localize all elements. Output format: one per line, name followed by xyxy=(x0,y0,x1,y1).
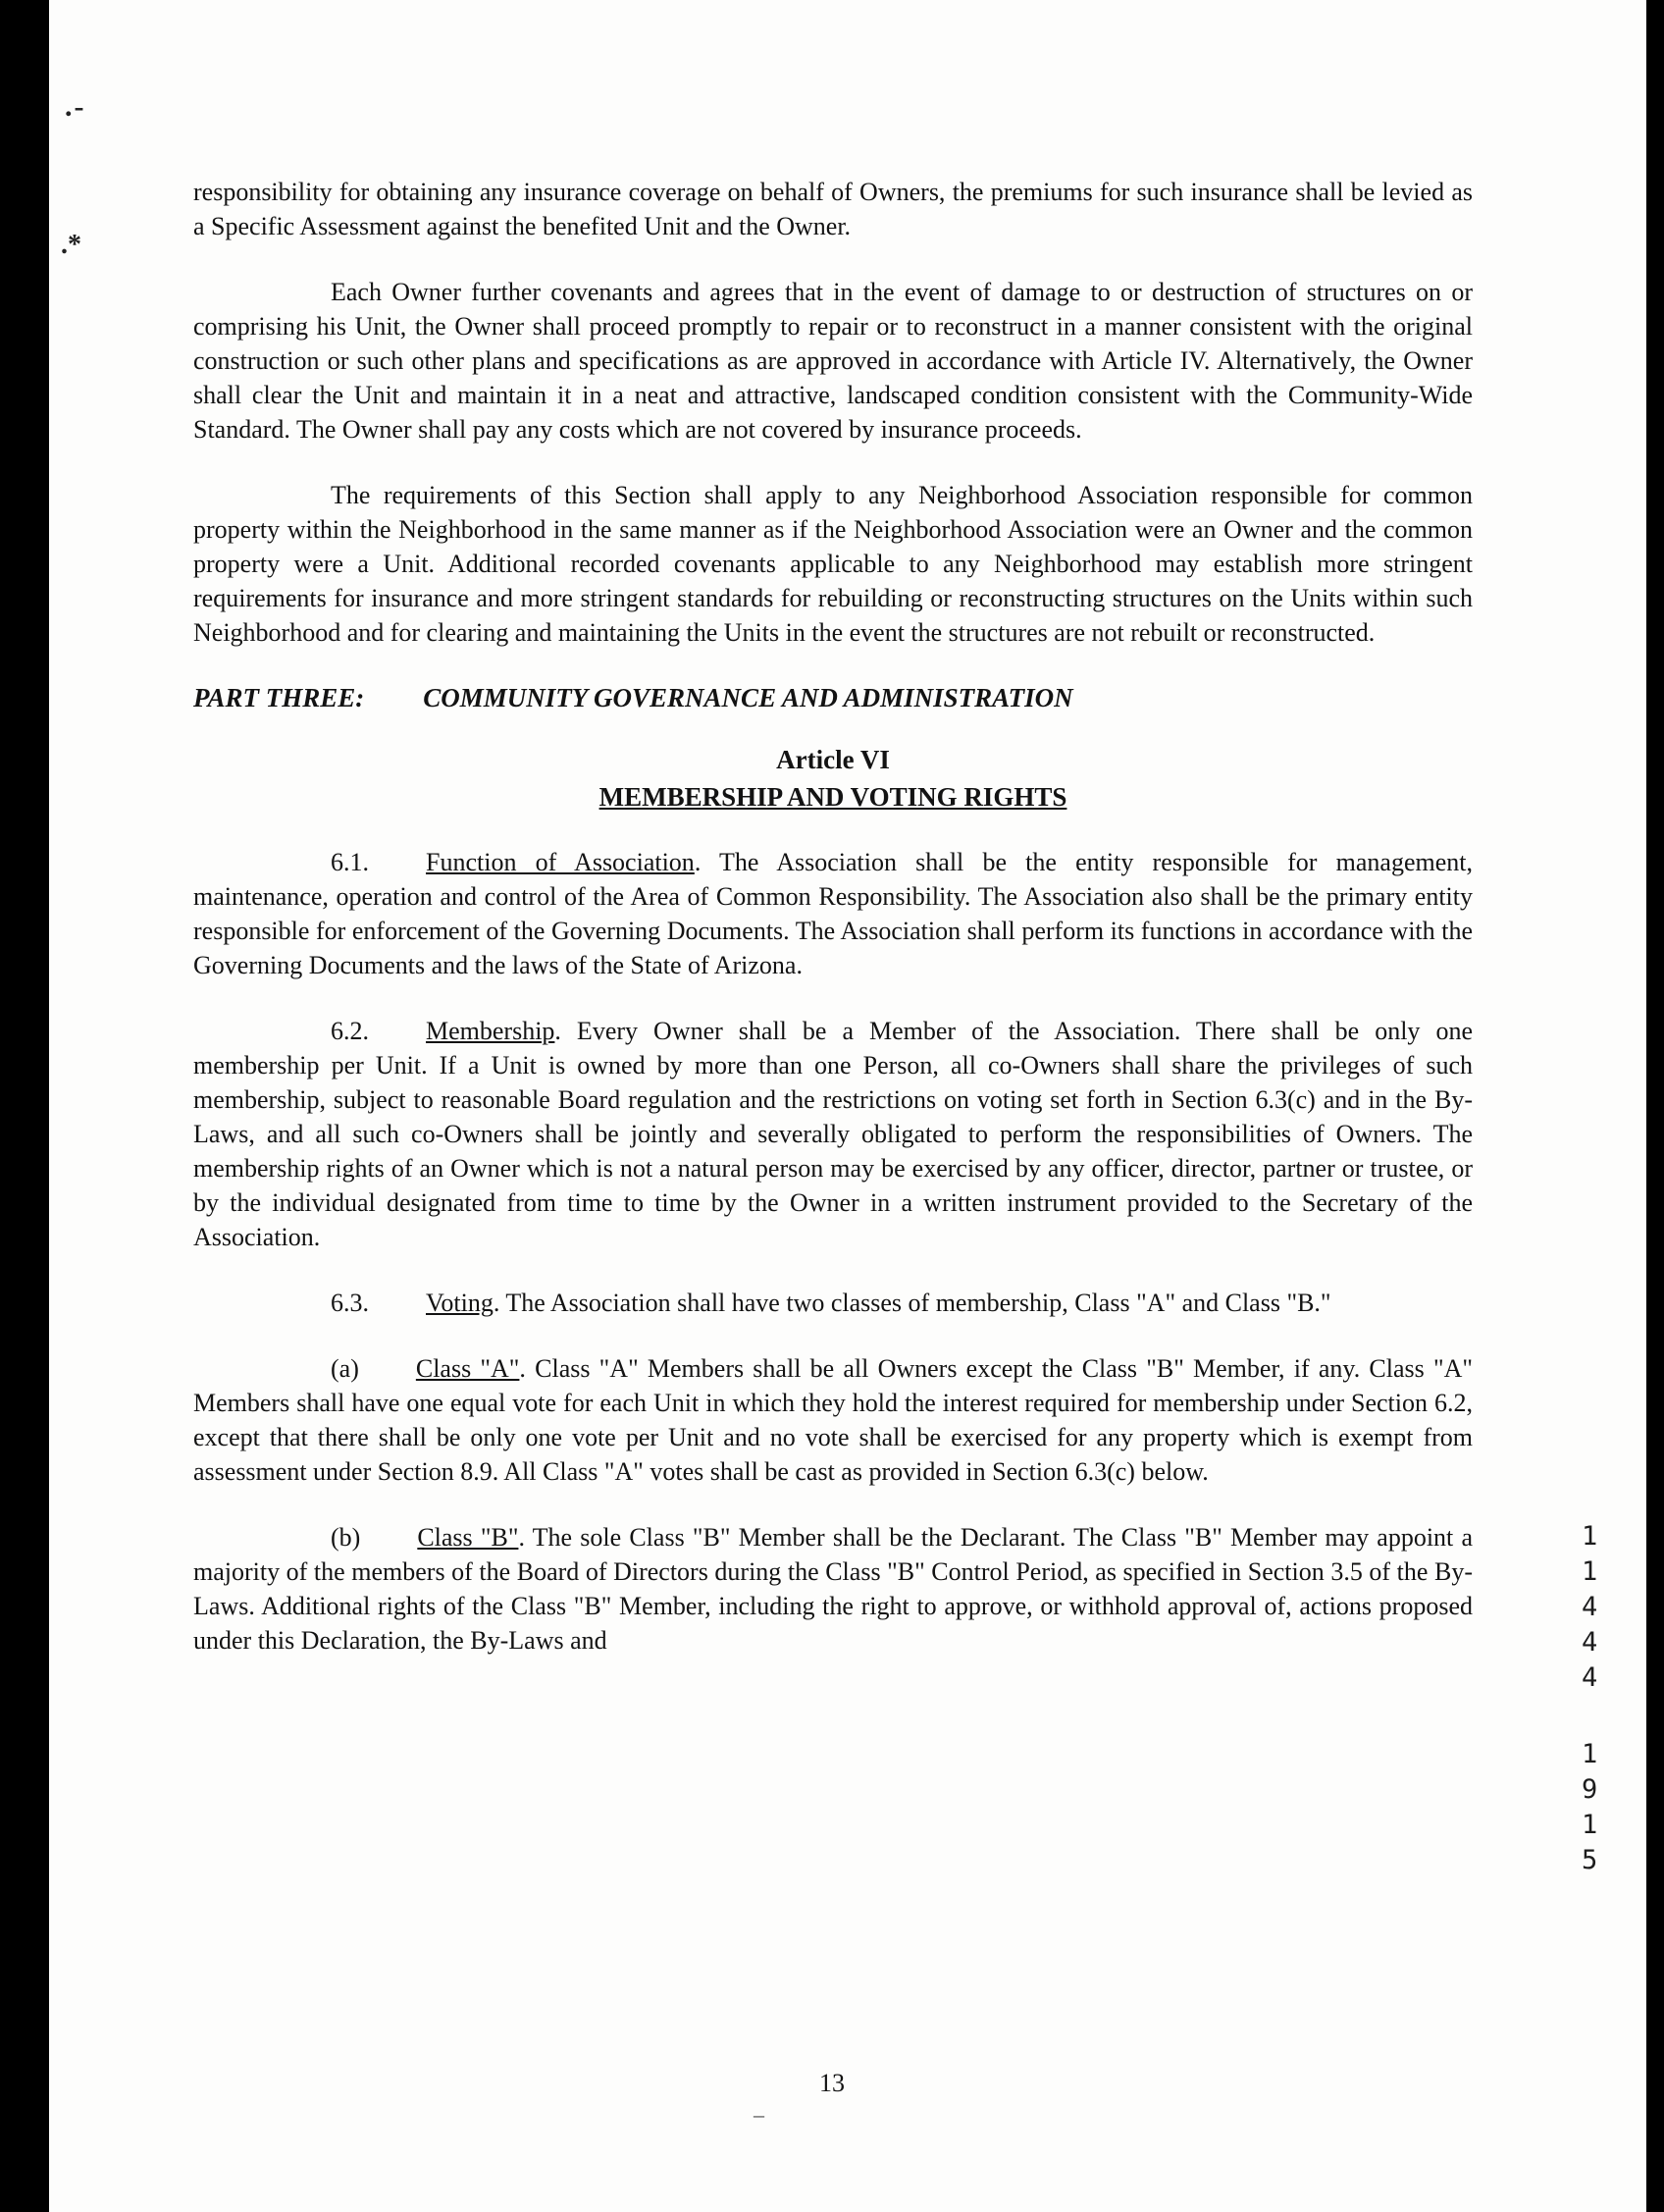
fax-digit: 9 xyxy=(1582,1774,1598,1805)
section-6-1 xyxy=(193,845,1473,982)
section-body: . The Association shall be the entity responsible for management, maintenance, operation and control of the Area of Common Responsibility. The Association also shall be the primary entity responsible for enforcement of the Governing Documents. The Association shall perform its functions in accordance with the Governing Documents and the laws of the State of Arizona. xyxy=(193,848,1473,979)
part-three-heading xyxy=(193,681,1473,715)
paragraph-continuation: responsibility for obtaining any insurance coverage on behalf of Owners, the premiums for such insurance shall be levied as a Specific Assessment against the benefited Unit and the Owner. xyxy=(193,178,1473,240)
scan-artifact: .- xyxy=(65,90,86,123)
section-body: . Every Owner shall be a Member of the Association. There shall be only one membership per Unit. If a Unit is owned by more than one Person, all co-Owners shall share the privileges of such membership, subject to reasonable Board regulation and the restrictions on voting set forth in Section 6.3(c) and in the By-Laws, and all such co-Owners shall be jointly and severally obligated to perform the responsibilities of Owners. The membership rights of an Owner which is not a natural person may be exercised by any officer, director, partner or trustee, or by the individual designated from time to time by the Owner in a written instrument provided to the Secretary of the Association. xyxy=(193,1017,1473,1251)
subsection-b xyxy=(193,1520,1473,1658)
section-number: 6.1. xyxy=(331,848,369,876)
article-heading xyxy=(193,741,1473,816)
section-body: . The Association shall have two classes of membership, Class "A" and Class "B." xyxy=(493,1289,1331,1317)
fax-digit: 1 xyxy=(1582,1739,1598,1769)
scan-artifact: .* xyxy=(61,230,81,260)
page-number: 13 xyxy=(819,2069,845,2097)
subsection-a xyxy=(193,1351,1473,1489)
fax-digit: 1 xyxy=(1582,1556,1598,1587)
fax-digit: 4 xyxy=(1582,1627,1598,1658)
subsection-letter: (a) xyxy=(331,1354,359,1383)
document-content xyxy=(193,175,1473,1689)
section-title: Membership xyxy=(426,1017,555,1045)
fax-digit: 1 xyxy=(1582,1810,1598,1840)
fax-margin-marks xyxy=(1582,1519,1597,1878)
fax-digit: 4 xyxy=(1582,1592,1598,1622)
section-title: Function of Association xyxy=(426,848,695,876)
scan-artifact: – xyxy=(754,2102,764,2127)
paragraph-owner-covenants: Each Owner further covenants and agrees that in the event of damage to or destruction of structures on or comprising his Unit, the Owner shall proceed promptly to repair or to reconstruct in a manner consistent with the original construction or such other plans and specifications as are approved in accordance with Article IV. Alternatively, the Owner shall clear the Unit and maintain it in a neat and attractive, landscaped condition consistent with the Community-Wide Standard. The Owner shall pay any costs which are not covered by insurance proceeds. xyxy=(193,278,1473,444)
part-label: PART THREE: xyxy=(193,683,365,712)
fax-digit: 5 xyxy=(1582,1845,1598,1875)
subsection-title: Class "A" xyxy=(415,1354,520,1383)
article-title: MEMBERSHIP AND VOTING RIGHTS xyxy=(598,782,1067,812)
section-6-2 xyxy=(193,1014,1473,1254)
section-6-3 xyxy=(193,1286,1473,1320)
scan-edge-right xyxy=(1646,0,1664,2212)
fax-digit: 1 xyxy=(1582,1521,1598,1552)
subsection-letter: (b) xyxy=(331,1523,361,1552)
section-number: 6.2. xyxy=(331,1017,369,1045)
subsection-body: . The sole Class "B" Member shall be the Declarant. The Class "B" Member may appoint a majority of the members of the Board of Directors during the Class "B" Control Period, as specified in Section 3.5 of the By-Laws. Additional rights of the Class "B" Member, including the right to approve, or withhold approval of, actions proposed under this Declaration, the By-Laws and xyxy=(193,1523,1473,1655)
subsection-body: . Class "A" Members shall be all Owners except the Class "B" Member, if any. Class "A" Members shall have one equal vote for each Unit in which they hold the interest required for membership under Section 6.2, except that there shall be only one vote per Unit and no vote shall be exercised for any property which is exempt from assessment under Section 8.9. All Class "A" votes shall be cast as provided in Section 6.3(c) below. xyxy=(193,1354,1473,1486)
subsection-title: Class "B" xyxy=(417,1523,519,1552)
fax-digit: 4 xyxy=(1582,1662,1598,1693)
section-number: 6.3. xyxy=(331,1289,369,1317)
section-title: Voting xyxy=(426,1289,494,1317)
part-title: COMMUNITY GOVERNANCE AND ADMINISTRATION xyxy=(423,683,1073,712)
article-number: Article VI xyxy=(776,745,890,774)
paragraph-neighborhood-requirements: The requirements of this Section shall apply to any Neighborhood Association responsible for common property within the Neighborhood in the same manner as if the Neighborhood Association were an Owner and the common property were a Unit. Additional recorded covenants applicable to any Neighborhood may establish more stringent requirements for insurance and more stringent standards for rebuilding or reconstructing structures on the Units within such Neighborhood and for clearing and maintaining the Units in the event the structures are not rebuilt or reconstructed. xyxy=(193,481,1473,647)
scan-edge-left xyxy=(0,0,49,2212)
